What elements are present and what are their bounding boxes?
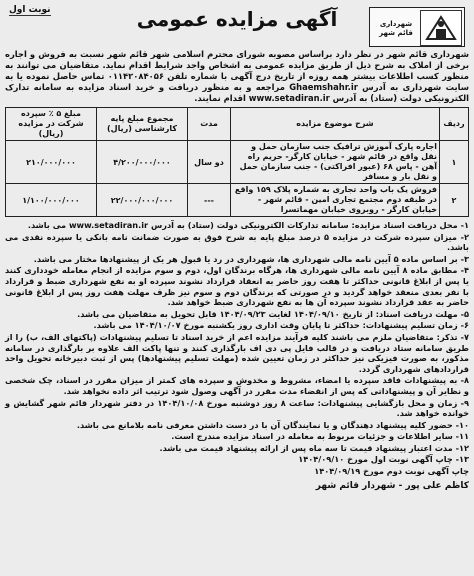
row-description: فروش یک باب واحد تجاری به شماره پلاک ۱۵۹ واقع در طبقه دوم مجتمع تجاری امین - قائم شهر - خیابان کارگر - روبروی خیابان مهماتسرا <box>231 184 440 217</box>
condition-item: ۱- محل دریافت اسناد مزایده: سامانه تدارکات الکترونیکی دولت (ستاد) به آدرس www.setadiran.ir می باشد. <box>27 220 469 230</box>
condition-item: ۱۰- حضور کلیه پیشنهاد دهندگان و یا نمایندگان آن با در دست داشتن معرفی نامه بلامانع می باشد. <box>76 419 469 430</box>
intro-paragraph: شهرداری قائم شهر در نظر دارد براساس مصوبه شورای محترم اسلامی شهر قائم شهر نسبت به فروش و اجاره برخی از املاک به شرح ذیل از طریق مزایده عمومی به اشخاص واجد شرایط اقدام نماید. متقاضیان می توانند به منظور کسب اطلاعات بیشتر همه روزه از تاریخ درج آگهی با شماره تلفن ۰۱۱۴۲۰۸۴۰۵۶ تماس حاصل نموده یا به سایت شهرداری به آدرس Ghaemshahr.ir مراجعه و به منظور دریافت و خرید اسناد مزایده به سامانه تدارک الکترونیکی دولت (ستاد) به آدرس www.setadiran.ir اقدام نمایند. <box>5 49 469 103</box>
table-row <box>6 184 469 217</box>
logo-text: شهرداری قائم شهر <box>379 20 413 37</box>
row-term: --- <box>188 184 231 217</box>
condition-item: چاپ آگهی نوبت دوم مورخ ۱۴۰۴/۰۹/۱۹ <box>314 466 469 477</box>
round-label: نوبت اول <box>9 5 51 15</box>
condition-item: ۴- مطابق ماده ۸ آیین نامه مالی شهرداری ها، هرگاه برندگان اول، دوم و سوم مزایده از انجام معامله خودداری کنند یا پس از ابلاغ قانونی حداکثر تا هفت روز حاضر به انعقاد قرارداد نشوند سپرده او به نفع شهرداری ضبط و قرارداد با نفر بعدی منعقد خواهد گردید و در صورتی که برندگان دوم و سوم نیز ظرف مهلت هفت روز پس از ابلاغ قانونی حاضر به عقد قرارداد نشوند سپرده آن ها به نفع شهرداری ضبط خواهد شد. <box>5 265 470 308</box>
conditions-list <box>5 220 469 477</box>
row-base-price: ۴/۲۰۰/۰۰۰/۰۰۰ <box>97 141 188 184</box>
col-deposit: مبلغ ۵ ٪ سپرده شرکت در مزایده (ریال) <box>6 108 97 141</box>
condition-item: ۵- مهلت دریافت اسناد: از تاریخ ۱۴۰۴/۰۹/۱۰ لغایت ۱۴۰۴/۰۹/۲۳ قابل تحویل به متقاضیان می باشد. <box>77 308 469 319</box>
condition-item: ۱۳- چاپ آگهی نوبت اول مورخ ۱۴۰۴/۰۹/۱۰ <box>298 454 469 465</box>
table-header-row <box>6 108 469 141</box>
row-base-price: ۲۲/۰۰۰/۰۰۰/۰۰۰ <box>97 184 188 217</box>
items-table <box>5 107 469 217</box>
condition-item: ۹- زمان و محل بازگشایی پیشنهادات: ساعت ۸ روز دوشنبه مورخ ۱۴۰۴/۱۰/۰۸ در دفتر شهردار قائم شهر گشایش و خوانده خواهد شد. <box>5 397 469 419</box>
condition-item: ۶- زمان تسلیم پیشنهادات: حداکثر تا پایان وقت اداری روز یکشنبه مورخ ۱۴۰۴/۱۰/۰۷ می باشد. <box>93 320 469 331</box>
notice-title: آگهی مزایده عمومی <box>136 7 338 31</box>
table-row <box>6 141 469 184</box>
condition-item: ۷- تذکر: متقاضیان ملزم می باشند کلیه فرآیند مزایده اعم از خرید اسناد تا تسلیم پیشنهادات (پاکتهای الف، ب) را از طریق سامانه ستاد دریافت و در قالب فایل پی دی اف بارگذاری کنند و تنها پاکت الف علاوه بر بارگذاری در سامانه مذکور، به صورت فیزیکی نیز حداکثر در زمان تعیین شده (مهلت تسلیم پیشنهادها) پس از ثبت دبیرخانه تحویل واحد قراردادهای شهرداری گردد. <box>5 331 469 374</box>
condition-item: ۸- به پیشنهادات فاقد سپرده یا امضاء، مشروط و مخدوش و سپرده های کمتر از میزان مقرر در اسناد، چک شخصی و نظایر آن و پیشنهاداتی که پس از انقضاء مدت مقرر در آگهی وصول شود ترتیب اثر داده نخواهد شد. <box>5 375 469 396</box>
signature: کاظم علی پور - شهردار قائم شهر <box>315 480 469 491</box>
col-term: مدت <box>188 108 231 141</box>
col-description: شرح موضوع مزایده <box>231 108 440 141</box>
row-term: دو سال <box>188 141 231 184</box>
condition-item: ۱۱- سایر اطلاعات و جزئیات مربوط به معامله در اسناد مزایده مندرج است. <box>171 431 469 442</box>
condition-item: ۲- میزان سپرده شرکت در مزایده ۵ درصد مبلغ پایه به شرح فوق به صورت ضمانت نامه بانکی یا سپرده نقدی می باشد. <box>5 231 469 253</box>
row-deposit: ۲۱۰/۰۰۰/۰۰۰ <box>6 141 97 184</box>
col-row-number: ردیف <box>440 108 469 141</box>
row-deposit: ۱/۱۰۰/۰۰۰/۰۰۰ <box>6 184 97 217</box>
row-description: اجاره پارک آموزش ترافیک جنب سازمان حمل و نقل واقع در قائم شهر - خیابان کارگر- حریم راه آهن - پاس ۶۸ (عبور افراکتی) - جنب سازمان حمل و نقل بار و مسافر <box>231 141 440 184</box>
row-number: ۲ <box>440 184 469 217</box>
col-base-price: مجموع مبلغ پایه کارشناسی (ریال) <box>97 108 188 141</box>
condition-item: ۱۲- مدت اعتبار پیشنهاد قیمت تا سه ماه پس از ارائه پیشنهاد قیمت می باشد. <box>159 442 469 453</box>
row-number: ۱ <box>440 141 469 184</box>
condition-item: ۳- بر اساس ماده ۵ آیین نامه مالی شهرداری ها، شهرداری در رد یا قبول هر یک از پیشنهادها مختار می باشد. <box>33 253 469 264</box>
header <box>5 3 469 61</box>
